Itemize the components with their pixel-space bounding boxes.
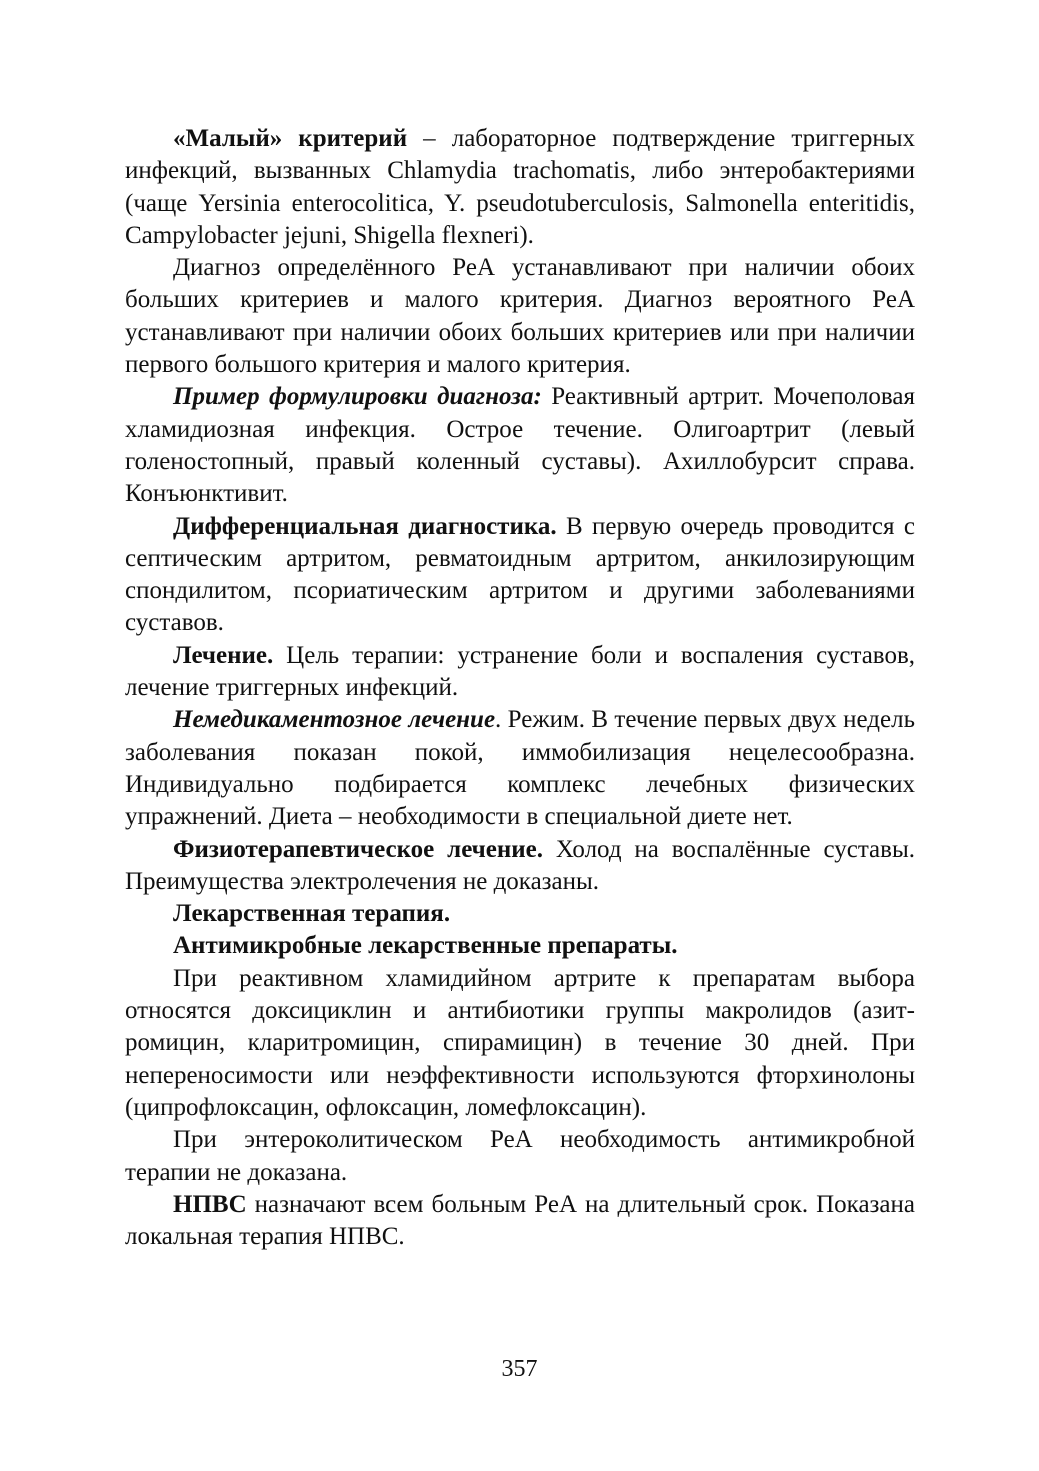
paragraph-text: При энтероколитическом РеА необходимость антимикробной терапии не доказана. [125,1126,915,1186]
term-nsaid: НПВС [173,1190,247,1218]
term-diagnosis-example: Пример формулировки диагноза: [173,383,542,411]
term-non-drug-treatment: Немедикаментозное лечение [173,706,496,734]
paragraph-text: назначают всем больным РеА на длительный срок. Показана локальная терапия НПВС. [125,1190,915,1251]
page-number: 357 [501,1356,538,1382]
paragraph-text: При реактивном хламидийном артрите к препаратам выбора относятся доксициклин и антибиотики группы макролидов (азитромицин, кларитромицин, спирамицин) в течение 30 дней. При непереносимости или неэффективности используются фторхинолоны (ципрофлоксацин, офлоксацин, ломефлоксацин). [125,964,915,1121]
paragraph-chlamydial-therapy [125,963,915,1124]
paragraph-text: Диагноз определённого РеА устанавливают при наличии обоих больших критериев и малого критерия. Диагноз вероятного РеА устанавливают при наличии обоих больших критериев или при наличии первого большого критерия и малого критерия. [125,254,915,379]
paragraph-text: Реактивный артрит. Мочеполовая хламидиозная инфекция. Острое течение. Олигоартрит (левый голеностопный, правый коленный суставы). Ахиллобурсит справа. Конъюнктивит. [125,383,915,508]
paragraph-text: В первую очередь проводится с септическим артритом, ревматоидным артритом, анкилозирующим спондилитом, псориатическим артритом и другими заболеваниями суставов. [125,512,915,637]
paragraph-nsaid [125,1189,915,1254]
paragraph-physiotherapy [125,834,915,899]
paragraph-non-drug-treatment [125,704,915,833]
paragraph-text: Цель терапии: устранение боли и воспаления суставов, лечение триггерных инфекций. [125,641,915,702]
page-body [125,123,915,1253]
heading-antimicrobials [125,930,915,962]
paragraph-text: – лабораторное подтверждение триггерных инфекций, вызванных Chlamydia trachomatis, либо энтеробактериями (чаще Yersinia enterocolitica, Y. pseudotuberculosis, Salmonella enteritidis, Campylobacter jejuni, Shigella flexneri). [125,125,915,249]
paragraph-text: . Режим. В течение первых двух недель заболевания показан покой, иммобилизация нецелесообразна. Индивидуально подбирается комплекс лечебных физических упражнений. Диета – необходимости в специальной диете нет. [125,706,916,831]
paragraph-minor-criterion [125,123,915,252]
paragraph-diagnosis-rules [125,252,915,381]
heading-drug-therapy [125,898,915,930]
paragraph-differential-diagnosis [125,511,915,640]
term-treatment: Лечение. [173,641,274,669]
paragraph-text: Холод на воспалённые суставы. Преимущества электролечения не доказаны. [125,835,915,895]
term-differential-diagnosis: Дифференциальная диагностика. [173,512,557,540]
paragraph-enterocolitic-therapy [125,1124,915,1189]
heading-text: Лекарственная терапия. [173,900,451,928]
paragraph-treatment [125,640,915,705]
paragraph-diagnosis-example [125,381,915,510]
term-minor-criterion: «Малый» критерий [173,125,408,152]
heading-text: Антимикробные лекарственные препараты. [173,932,678,960]
term-physiotherapy: Физиотерапевтическое лечение. [173,835,544,863]
